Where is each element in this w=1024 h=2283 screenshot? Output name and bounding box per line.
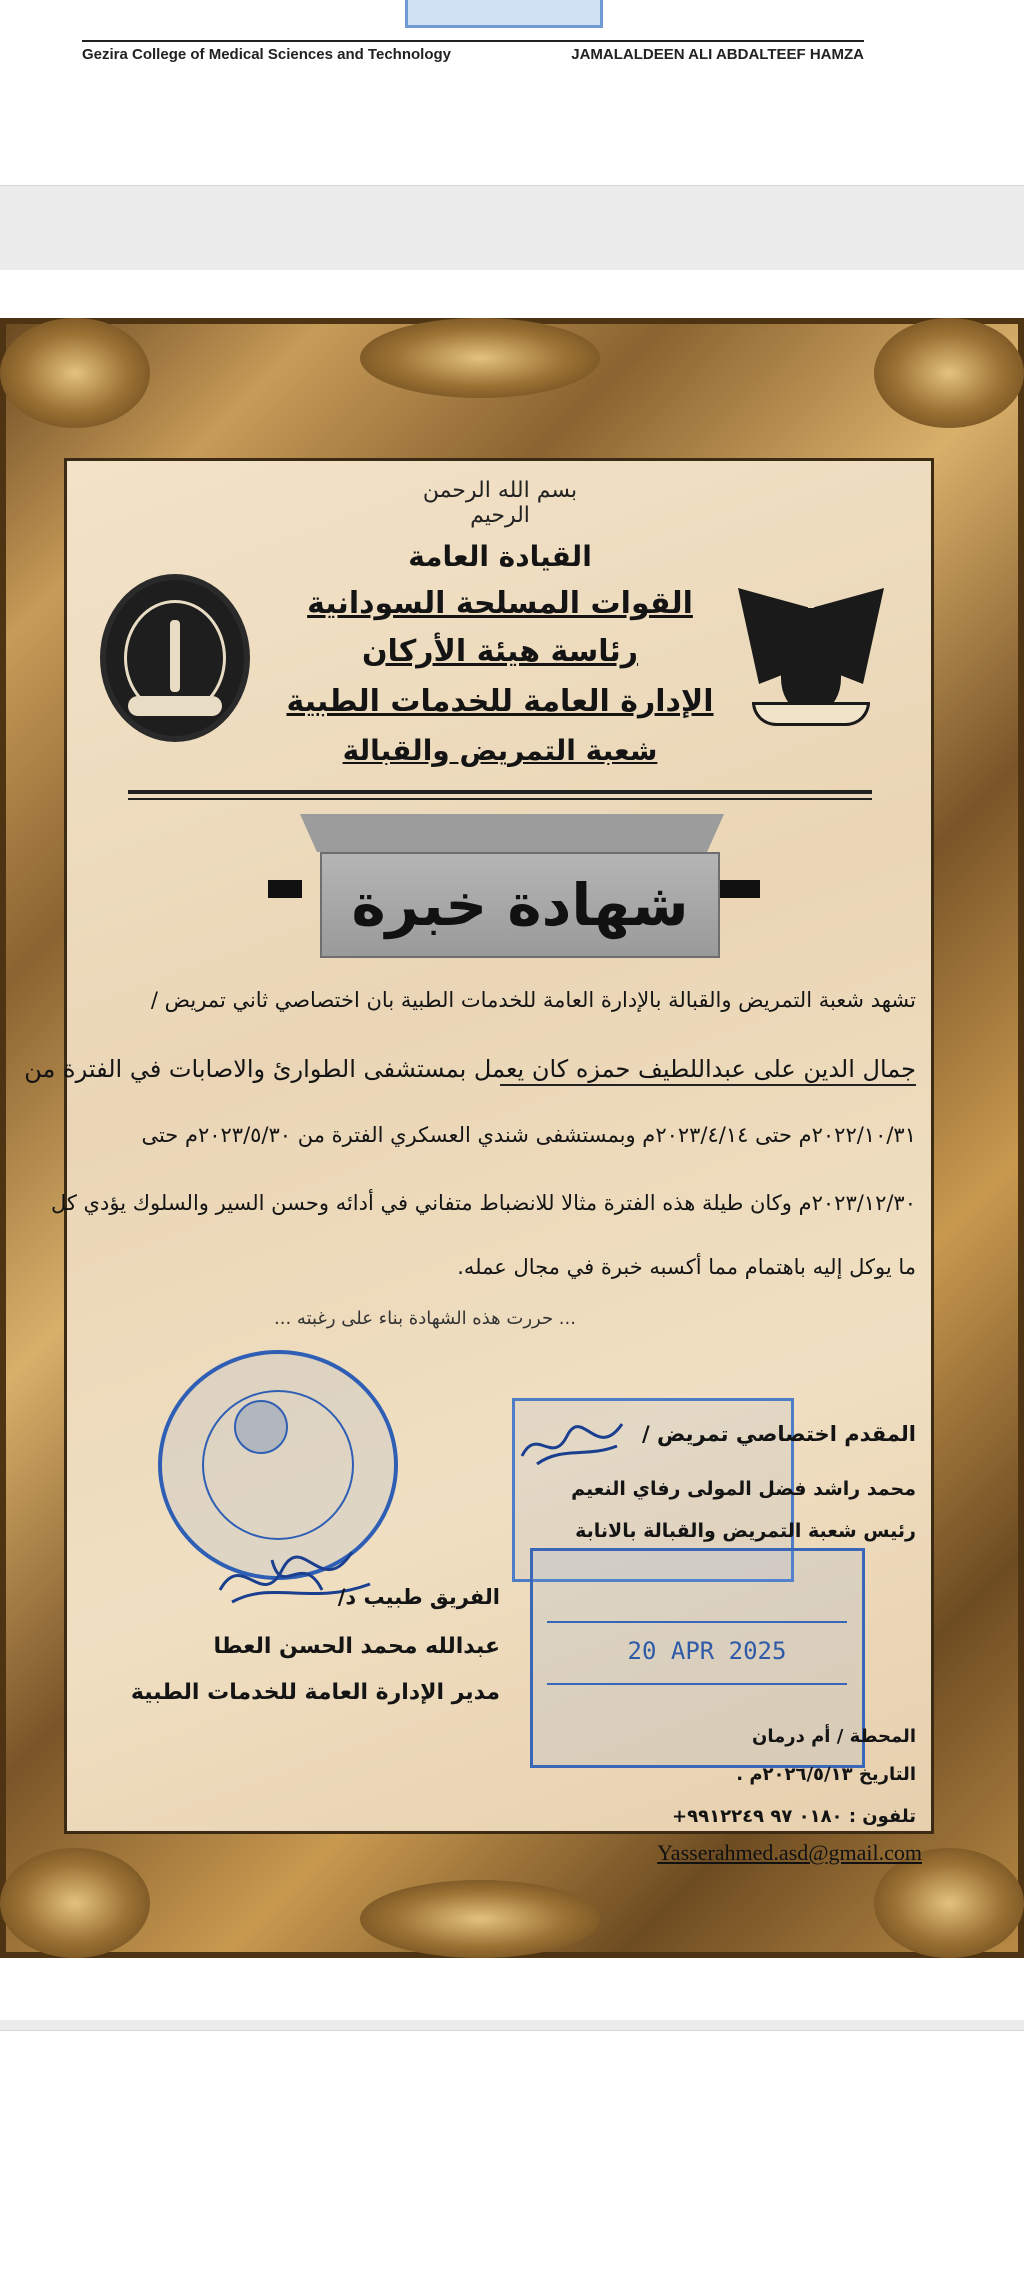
stamp-fragment — [405, 0, 603, 28]
header-divider — [128, 790, 872, 800]
email-text: Yasserahmed.asd@gmail.com — [657, 1840, 922, 1865]
date-stamp-text: 20 APR 2025 — [627, 1637, 787, 1665]
phone-line: تلفون : ٠١٨٠ ٩٧ ٩٩١٢٢٤٩+ — [672, 1806, 916, 1827]
certificate-title: شهادة خبرة — [351, 871, 689, 939]
closing-line: ... حررت هذه الشهادة بناء على رغبته ... — [274, 1308, 576, 1329]
body-line: تشهد شعبة التمريض والقبالة بالإدارة العامة للخدمات الطبية بان اختصاصي ثاني تمريض / — [150, 988, 916, 1012]
frame-ornament-top-left — [0, 318, 150, 428]
signatory-name-left: عبدالله محمد الحسن العطا — [213, 1634, 500, 1659]
name-underline — [500, 1084, 916, 1086]
college-name: Gezira College of Medical Sciences and Technology — [82, 46, 451, 63]
stamp-emblem-icon — [234, 1400, 288, 1454]
sudan-eagle-emblem — [738, 578, 884, 738]
body-line-name: جمال الدين على عبداللطيف حمزه كان يعمل بمستشفى الطوارئ والاصابات في الفترة من — [24, 1055, 916, 1083]
title-accent-left — [268, 880, 302, 898]
basmala: بسم الله الرحمن الرحيم — [422, 478, 578, 528]
date-line: التاريخ ٢٠٢٦/٥/١٣م . — [736, 1764, 916, 1785]
student-name: JAMALALDEEN ALI ABDALTEEF HAMZA — [571, 46, 864, 63]
plaque-front — [320, 852, 720, 958]
emblem-ribbon — [752, 702, 870, 726]
title-plaque — [300, 814, 724, 964]
body-line: ٢٠٢٣/١٢/٣٠م وكان طيلة هذه الفترة مثالا للانضباط متفاني في أدائه وحسن السير والسلوك يؤدي كل — [50, 1191, 916, 1215]
frame-ornament-top — [360, 318, 600, 398]
page-header — [82, 40, 864, 66]
heading-medical-services: الإدارة العامة للخدمات الطبية — [286, 684, 714, 719]
frame-ornament-top-right — [874, 318, 1024, 428]
page-gap — [0, 186, 1024, 270]
eagle-icon — [781, 608, 841, 708]
next-page-blank — [0, 2030, 1024, 2283]
body-line: ٢٠٢٢/١٠/٣١م حتى ٢٠٢٣/٤/١٤م وبمستشفى شندي العسكري الفترة من ٢٠٢٣/٥/٣٠م حتى — [141, 1123, 916, 1147]
medical-services-emblem — [100, 574, 250, 742]
heading-armed-forces: القوات المسلحة السودانية — [307, 586, 693, 621]
heading-chief-of-staff: رئاسة هيئة الأركان — [361, 634, 639, 669]
heading-nursing-division: شعبة التمريض والقبالة — [342, 734, 658, 767]
signatory-title-left: مدير الإدارة العامة للخدمات الطبية — [130, 1680, 500, 1705]
station-line: المحطة / أم درمان — [751, 1726, 916, 1747]
emblem-banner — [128, 696, 222, 716]
signatory-rank-right: المقدم اختصاصي تمريض / — [642, 1422, 916, 1446]
frame-ornament-bottom-left — [0, 1848, 150, 1958]
body-line: ما يوكل إليه باهتمام مما أكسبه خبرة في مجال عمله. — [457, 1255, 916, 1279]
heading-general-command: القيادة العامة — [408, 540, 592, 573]
signatory-rank-left: الفريق طبيب د/ — [337, 1585, 500, 1609]
signatory-name-right: محمد راشد فضل المولى رفاي النعيم — [571, 1478, 916, 1500]
plaque-top — [300, 814, 724, 852]
caduceus-icon — [170, 620, 180, 692]
frame-ornament-bottom — [360, 1880, 600, 1958]
previous-page — [0, 0, 1024, 186]
signatory-title-right: رئيس شعبة التمريض والقبالة بالانابة — [575, 1520, 916, 1542]
